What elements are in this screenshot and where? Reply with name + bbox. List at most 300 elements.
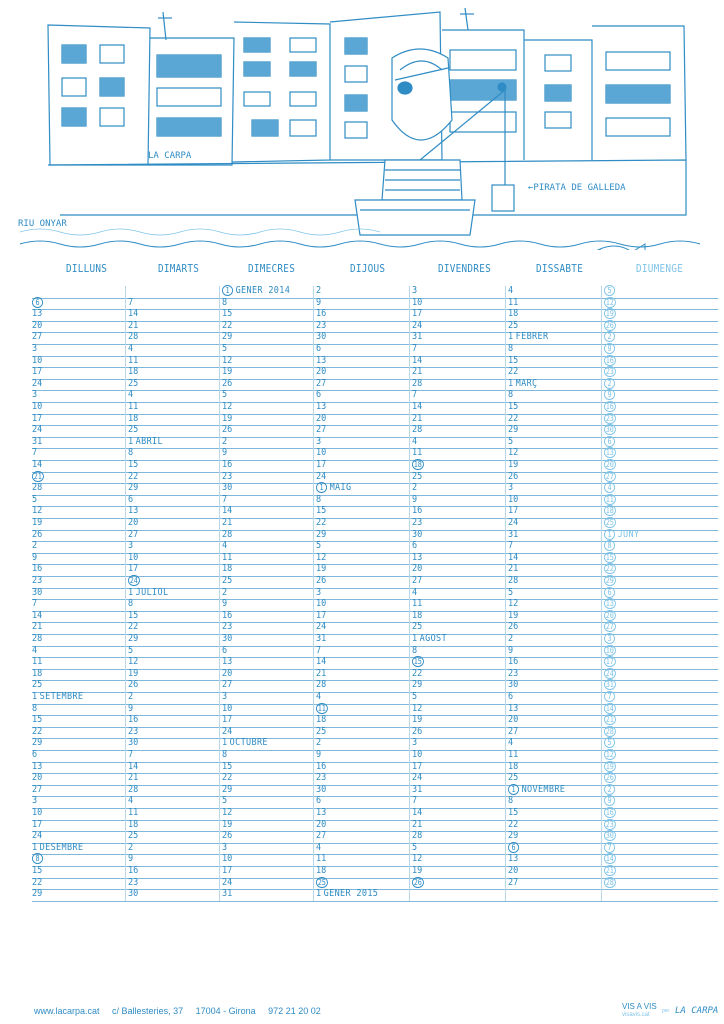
date-cell (508, 424, 518, 435)
footer (0, 1000, 724, 1024)
date-cell (508, 830, 518, 841)
footer-website[interactable]: www.lacarpa.cat (34, 1006, 100, 1016)
date-cell (412, 761, 422, 772)
date-cell (412, 505, 422, 516)
date-number: 27 (316, 424, 327, 436)
date-number: 9 (316, 749, 322, 760)
date-cell (222, 656, 232, 667)
date-cell (32, 726, 42, 737)
date-number: 3 (316, 586, 322, 598)
date-number: 7 (128, 296, 134, 308)
date-cell (222, 413, 232, 424)
date-cell (32, 494, 37, 505)
date-number: 12 (412, 853, 423, 865)
date-cell (508, 343, 513, 354)
date-number: 5 (508, 586, 514, 598)
footer-por: per (662, 1008, 670, 1014)
date-number: 26 (222, 424, 233, 436)
sunday-date (604, 726, 616, 737)
date-cell (316, 668, 326, 679)
date-cell (508, 366, 518, 377)
date-cell (316, 853, 326, 864)
date-cell (128, 297, 133, 308)
date-cell (412, 563, 422, 574)
sunday-date (604, 424, 616, 435)
date-number: 9 (604, 343, 615, 354)
date-number: 22 (222, 772, 233, 784)
month-label: MAIG (329, 482, 352, 494)
date-cell (32, 633, 42, 644)
date-cell (412, 308, 422, 319)
date-number: 13 (508, 702, 519, 714)
date-number: 18 (605, 506, 614, 516)
date-cell (508, 494, 518, 505)
date-number: 19 (605, 761, 614, 771)
date-cell (32, 529, 42, 540)
date-number: 14 (605, 854, 614, 864)
date-number: 17 (605, 657, 614, 667)
date-cell (412, 494, 417, 505)
date-number: 14 (412, 401, 423, 412)
date-cell (508, 331, 548, 342)
date-cell (222, 308, 232, 319)
date-number: 29 (128, 633, 139, 644)
date-number: 10 (128, 551, 139, 563)
date-cell (128, 424, 138, 435)
date-cell (222, 424, 232, 435)
date-cell (508, 575, 518, 586)
date-number: 5 (412, 841, 418, 853)
date-number: 16 (222, 459, 233, 470)
date-cell (316, 865, 326, 876)
date-cell (128, 575, 140, 586)
date-cell (32, 505, 42, 516)
date-cell (32, 830, 42, 841)
date-number: 3 (222, 841, 228, 853)
date-number: 29 (316, 528, 327, 540)
date-cell (222, 610, 232, 621)
date-number: 9 (222, 598, 228, 610)
weekday-tuesday: DIMARTS (158, 262, 200, 275)
date-number: 30 (316, 783, 327, 795)
sunday-date (604, 703, 616, 714)
sunday-date (604, 378, 615, 389)
date-cell (128, 865, 138, 876)
date-number: 18 (412, 609, 423, 621)
date-cell (508, 877, 518, 888)
date-number: 22 (222, 319, 233, 331)
date-number: 11 (222, 551, 233, 563)
date-cell (128, 807, 138, 818)
date-cell (32, 401, 42, 412)
date-number: 8 (316, 493, 322, 505)
sunday-date (604, 679, 616, 690)
weekday-sunday: DIUMENGE (636, 262, 684, 275)
date-cell (222, 726, 232, 737)
date-number: 2 (316, 737, 322, 749)
date-number: 15 (508, 401, 519, 412)
date-number: 18 (128, 366, 139, 378)
month-label: SETEMBRE (39, 691, 84, 702)
date-number: 13 (508, 853, 519, 865)
date-number: 17 (32, 818, 43, 830)
date-cell (32, 331, 42, 342)
date-number: 31 (316, 633, 327, 644)
date-cell (316, 795, 321, 806)
date-number: 9 (128, 853, 134, 865)
date-cell (128, 447, 133, 458)
date-cell (412, 355, 422, 366)
date-cell (508, 668, 518, 679)
date-cell (412, 645, 417, 656)
date-cell (222, 819, 232, 830)
date-number: 8 (412, 644, 418, 656)
date-cell (316, 517, 326, 528)
date-number: 3 (412, 737, 418, 749)
date-number: 26 (128, 679, 139, 691)
date-number: 23 (32, 575, 43, 586)
date-cell (222, 714, 232, 725)
sunday-date (604, 772, 616, 783)
date-cell (412, 842, 417, 853)
date-number: 3 (32, 795, 38, 807)
date-number: 9 (222, 447, 228, 459)
date-cell (316, 285, 321, 296)
date-number: 1 (222, 737, 228, 749)
date-number: 25 (605, 518, 614, 527)
date-cell (316, 645, 321, 656)
sunday-date (604, 505, 616, 516)
date-cell (412, 471, 422, 482)
date-number: 14 (605, 703, 614, 713)
date-cell (32, 807, 42, 818)
date-cell (316, 633, 326, 644)
date-cell (32, 424, 42, 435)
date-number: 18 (508, 308, 519, 320)
date-number: 16 (605, 355, 614, 365)
date-cell (128, 888, 138, 899)
date-number: 2 (604, 378, 615, 389)
date-number: 16 (605, 402, 614, 411)
date-number: 8 (128, 598, 134, 610)
date-cell (508, 355, 518, 366)
date-number: 18 (128, 412, 139, 424)
date-cell (32, 482, 42, 493)
date-number: 28 (605, 726, 614, 736)
date-number: 18 (316, 714, 327, 726)
date-cell (412, 447, 422, 458)
date-cell (508, 772, 518, 783)
date-number: 22 (316, 517, 327, 528)
date-number: 4 (412, 586, 418, 598)
date-number: 12 (32, 505, 43, 517)
date-number: 25 (316, 725, 327, 737)
date-cell (508, 540, 513, 551)
date-cell (222, 389, 227, 400)
date-number: 8 (128, 447, 134, 459)
date-cell (508, 807, 518, 818)
date-number: 14 (32, 609, 43, 621)
date-number: 27 (316, 377, 327, 389)
date-number: 8 (508, 343, 514, 354)
date-cell (222, 853, 232, 864)
date-cell (316, 807, 326, 818)
date-number: 16 (605, 808, 614, 817)
date-number: 21 (412, 412, 423, 424)
date-number: 13 (316, 354, 327, 366)
date-number: 29 (128, 482, 139, 494)
date-number: 17 (32, 366, 43, 378)
date-cell (508, 703, 518, 714)
sunday-date (604, 749, 616, 760)
date-number: 5 (222, 343, 228, 354)
date-number: 13 (316, 401, 327, 412)
date-cell (32, 888, 42, 899)
date-cell (222, 540, 227, 551)
date-cell (508, 320, 518, 331)
date-cell (316, 552, 326, 563)
sunday-date (604, 529, 639, 540)
date-number: 18 (222, 563, 233, 575)
date-cell (316, 830, 326, 841)
date-cell (508, 401, 518, 412)
sunday-date (604, 621, 616, 632)
date-number: 28 (412, 424, 423, 436)
date-cell (222, 587, 227, 598)
date-number: 29 (32, 737, 43, 749)
date-cell (508, 436, 513, 447)
date-cell (222, 645, 227, 656)
weekday-saturday: DISSABTE (536, 262, 584, 275)
date-cell (222, 401, 232, 412)
date-number: 5 (412, 691, 418, 702)
date-cell (222, 865, 232, 876)
date-number: 22 (508, 366, 519, 378)
date-cell (508, 795, 513, 806)
date-cell (128, 772, 138, 783)
date-cell (412, 691, 417, 702)
date-cell (508, 656, 518, 667)
date-cell (128, 563, 138, 574)
date-number: 15 (32, 865, 43, 876)
month-label: GENER 2014 (235, 285, 291, 296)
date-number: 9 (412, 493, 418, 505)
date-cell (412, 343, 417, 354)
date-number: 15 (508, 807, 519, 818)
date-cell (32, 853, 43, 864)
date-cell (32, 436, 42, 447)
date-number: 2 (604, 784, 615, 795)
vis-a-vis-label: VIS A VIS (622, 1002, 657, 1011)
date-number: 4 (316, 841, 322, 853)
sunday-date (604, 877, 616, 888)
column-divider (505, 286, 506, 901)
month-label: MARÇ (515, 377, 538, 389)
date-cell (412, 540, 417, 551)
date-number: 19 (508, 609, 519, 621)
date-cell (32, 703, 37, 714)
date-number: 6 (508, 842, 519, 853)
sunday-date (604, 784, 615, 795)
date-number: 27 (32, 783, 43, 795)
date-number: 26 (605, 320, 614, 330)
date-number: 16 (222, 609, 233, 621)
sunday-date (604, 401, 616, 412)
date-number: 27 (32, 331, 43, 343)
date-number: 4 (412, 435, 418, 447)
date-cell (508, 761, 518, 772)
date-cell (508, 529, 518, 540)
date-number: 24 (508, 517, 519, 528)
date-cell (32, 343, 37, 354)
date-cell (222, 343, 227, 354)
date-number: 28 (128, 783, 139, 795)
date-number: 28 (412, 830, 423, 842)
date-number: 15 (316, 505, 327, 517)
date-number: 19 (605, 309, 614, 319)
date-number: 1 (604, 529, 615, 540)
date-number: 15 (413, 657, 422, 667)
sunday-date (604, 633, 615, 644)
date-number: 14 (128, 760, 139, 772)
date-number: 9 (604, 795, 615, 806)
date-number: 26 (32, 528, 43, 540)
date-cell (32, 784, 42, 795)
date-number: 27 (508, 876, 519, 888)
date-cell (32, 598, 37, 609)
month-label: ABRIL (135, 435, 163, 447)
date-number: 26 (222, 377, 233, 389)
sunday-date (604, 517, 616, 528)
date-number: 10 (412, 296, 423, 308)
date-number: 3 (222, 691, 228, 702)
date-number: 10 (32, 401, 43, 412)
date-number: 6 (222, 644, 228, 656)
date-cell (412, 598, 422, 609)
date-number: 6 (604, 587, 615, 598)
date-number: 25 (412, 621, 423, 633)
date-cell (222, 761, 232, 772)
date-number: 25 (508, 772, 519, 784)
date-number: 21 (605, 715, 614, 725)
date-number: 12 (222, 401, 233, 412)
date-cell (412, 795, 417, 806)
sunday-date (604, 563, 616, 574)
date-number: 22 (605, 564, 614, 574)
date-cell (128, 459, 138, 470)
date-cell (32, 865, 42, 876)
date-number: 31 (412, 331, 423, 343)
date-number: 13 (605, 599, 614, 609)
date-number: 13 (316, 807, 327, 818)
date-number: 23 (605, 413, 614, 423)
date-cell (508, 819, 518, 830)
date-number: 6 (32, 297, 43, 308)
date-number: 17 (222, 714, 233, 726)
date-number: 18 (128, 818, 139, 830)
date-number: 20 (32, 319, 43, 331)
date-number: 16 (128, 714, 139, 726)
sunday-date (604, 587, 615, 598)
date-cell (508, 297, 518, 308)
footer-city: 17004 - Girona (195, 1006, 256, 1016)
date-number: 10 (222, 853, 233, 865)
date-number: 9 (316, 296, 322, 308)
date-cell (316, 343, 321, 354)
date-number: 12 (222, 807, 233, 818)
date-number: 26 (508, 470, 519, 482)
date-number: 11 (32, 656, 43, 668)
date-number: 8 (508, 389, 514, 401)
month-label: GENER 2015 (323, 888, 379, 900)
date-number: 7 (412, 389, 418, 401)
date-cell (222, 877, 232, 888)
date-cell (128, 308, 138, 319)
date-number: 13 (32, 308, 43, 320)
calendar-row (32, 889, 718, 902)
date-cell (32, 749, 37, 760)
date-cell (128, 749, 133, 760)
date-number: 23 (605, 819, 614, 829)
sunday-date (604, 830, 616, 841)
date-cell (222, 575, 232, 586)
date-number: 25 (222, 575, 233, 586)
month-label: AGOST (419, 633, 447, 644)
date-cell (32, 772, 42, 783)
date-number: 20 (508, 714, 519, 726)
date-cell (222, 772, 232, 783)
date-cell (32, 645, 37, 656)
date-cell (222, 331, 232, 342)
date-cell (128, 529, 138, 540)
date-number: 19 (222, 366, 233, 378)
date-cell (128, 621, 138, 632)
date-number: 22 (128, 470, 139, 482)
date-number: 15 (222, 308, 233, 320)
date-cell (128, 795, 133, 806)
sunday-date (604, 482, 615, 493)
sunday-date (604, 656, 616, 667)
date-number: 2 (604, 331, 615, 342)
date-cell (128, 552, 138, 563)
date-number: 22 (412, 667, 423, 679)
date-number: 19 (128, 667, 139, 679)
date-number: 7 (128, 749, 134, 760)
date-cell (128, 378, 138, 389)
sunday-date (604, 320, 616, 331)
sunday-date (604, 459, 616, 470)
date-number: 12 (222, 354, 233, 366)
date-number: 27 (605, 622, 614, 632)
date-cell (316, 320, 326, 331)
date-cell (508, 378, 538, 389)
date-cell (222, 633, 232, 644)
sunday-date (604, 366, 616, 377)
date-number: 8 (32, 853, 43, 864)
date-number: 1 (316, 888, 322, 900)
date-number: 17 (316, 609, 327, 621)
date-cell (508, 679, 518, 690)
date-number: 10 (412, 749, 423, 760)
date-cell (128, 413, 138, 424)
date-number: 30 (128, 888, 139, 900)
date-number: 29 (222, 331, 233, 343)
date-number: 10 (32, 807, 43, 818)
date-cell (412, 853, 422, 864)
weekday-friday: DIVENDRES (438, 262, 491, 275)
sunday-date (604, 714, 616, 725)
date-number: 14 (508, 551, 519, 563)
